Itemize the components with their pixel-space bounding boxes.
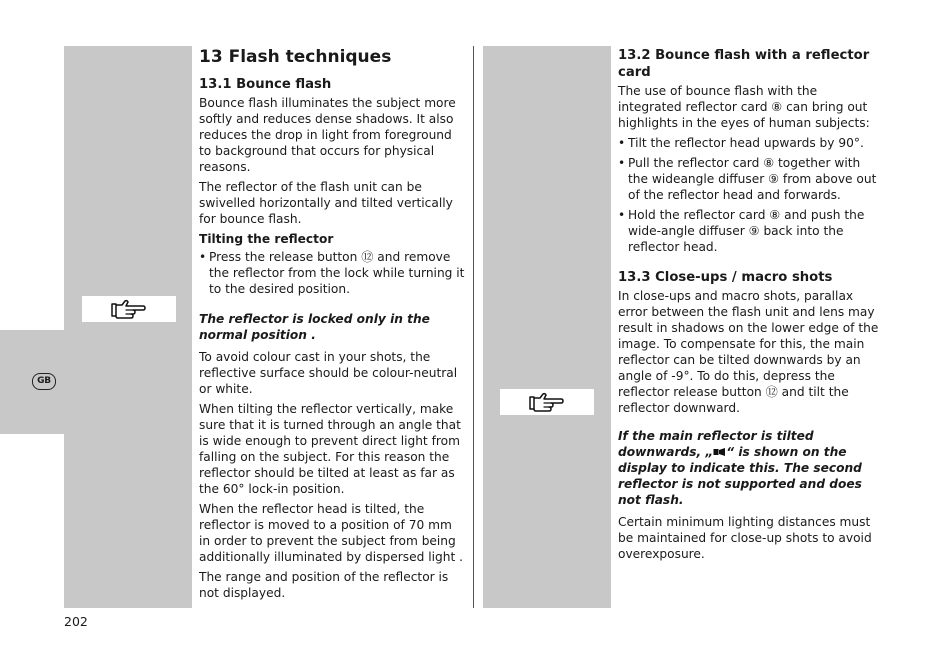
paragraph: The reflector of the flash unit can be swivelled horizontally and tilted vertically for bounce flash. — [199, 180, 453, 226]
section-heading-macro: 13.3 Close-ups / macro shots — [618, 270, 833, 285]
left-column — [199, 46, 465, 605]
paragraph: The range and position of the reflector is not displayed. — [199, 570, 449, 600]
paragraph: Certain minimum lighting distances must be maintained for close-up shots to avoid overexposure. — [618, 515, 872, 561]
section-heading-bounce-flash: 13.1 Bounce flash — [199, 77, 332, 92]
note-part: “ is shown on the display to indicate this. The second reflector is not supported and does not flash. — [618, 445, 862, 507]
note-part: If the main reflector is tilted downwards, „ — [618, 429, 814, 459]
list-item: • Tilt the reflector head upwards by 90°. — [618, 135, 884, 151]
page-title: 13 Flash techniques — [199, 47, 392, 67]
pointing-hand-icon — [109, 298, 149, 320]
paragraph: When the reflector head is tilted, the reflector is moved to a position of 70 mm in order to prevent the subject from being additionally illuminated by dispersed light . — [199, 502, 463, 564]
note-text: The reflector is locked only in the normal position . — [199, 312, 430, 342]
note-marker-right — [500, 389, 594, 415]
paragraph: When tilting the reflector vertically, make sure that it is turned through an angle that is wide enough to prevent direct light from falling on the subject. For this reason the reflector should be tilted at least as far as the 60° lock-in position. — [199, 402, 461, 496]
paragraph: The use of bounce flash with the integrated reflector card ⑧ can bring out highlights in the eyes of human subjects: — [618, 84, 870, 130]
page-number: 202 — [64, 614, 88, 629]
bullet-list — [618, 135, 884, 255]
right-column — [618, 46, 884, 566]
bullet-list — [199, 249, 465, 297]
note-marker-left — [82, 296, 176, 322]
column-divider — [473, 46, 474, 608]
paragraph: In close-ups and macro shots, parallax error between the flash unit and lens may result in shadows on the lower edge of the image. To compensate for this, the main reflector can be tilted downwards by an angle of -9°. To do this, depress the reflector release button ⑫ and tilt the reflector downward. — [618, 289, 879, 415]
pointing-hand-icon — [527, 391, 567, 413]
left-margin-strip — [64, 46, 192, 608]
reflector-tilt-icon — [713, 447, 726, 457]
list-item: • Press the release button ⑫ and remove the reflector from the lock while turning it to the desired position. — [199, 249, 465, 297]
section-heading-reflector-card: 13.2 Bounce flash with a reflector card — [618, 48, 870, 80]
note-text — [618, 428, 884, 508]
right-margin-strip — [483, 46, 611, 608]
subheading-tilting: Tilting the reflector — [199, 232, 334, 246]
paragraph: Bounce flash illuminates the subject more softly and reduces dense shadows. It also reduces the drop in light from foreground to background that occurs for physical reasons. — [199, 96, 456, 174]
language-badge: GB — [32, 373, 56, 390]
list-item: • Hold the reflector card ⑧ and push the wide-angle diffuser ⑨ back into the reflector head. — [618, 207, 884, 255]
paragraph: To avoid colour cast in your shots, the reflective surface should be colour-neutral or white. — [199, 350, 458, 396]
list-item: • Pull the reflector card ⑧ together with the wideangle diffuser ⑨ from above out of the reflector head and forwards. — [618, 155, 884, 203]
